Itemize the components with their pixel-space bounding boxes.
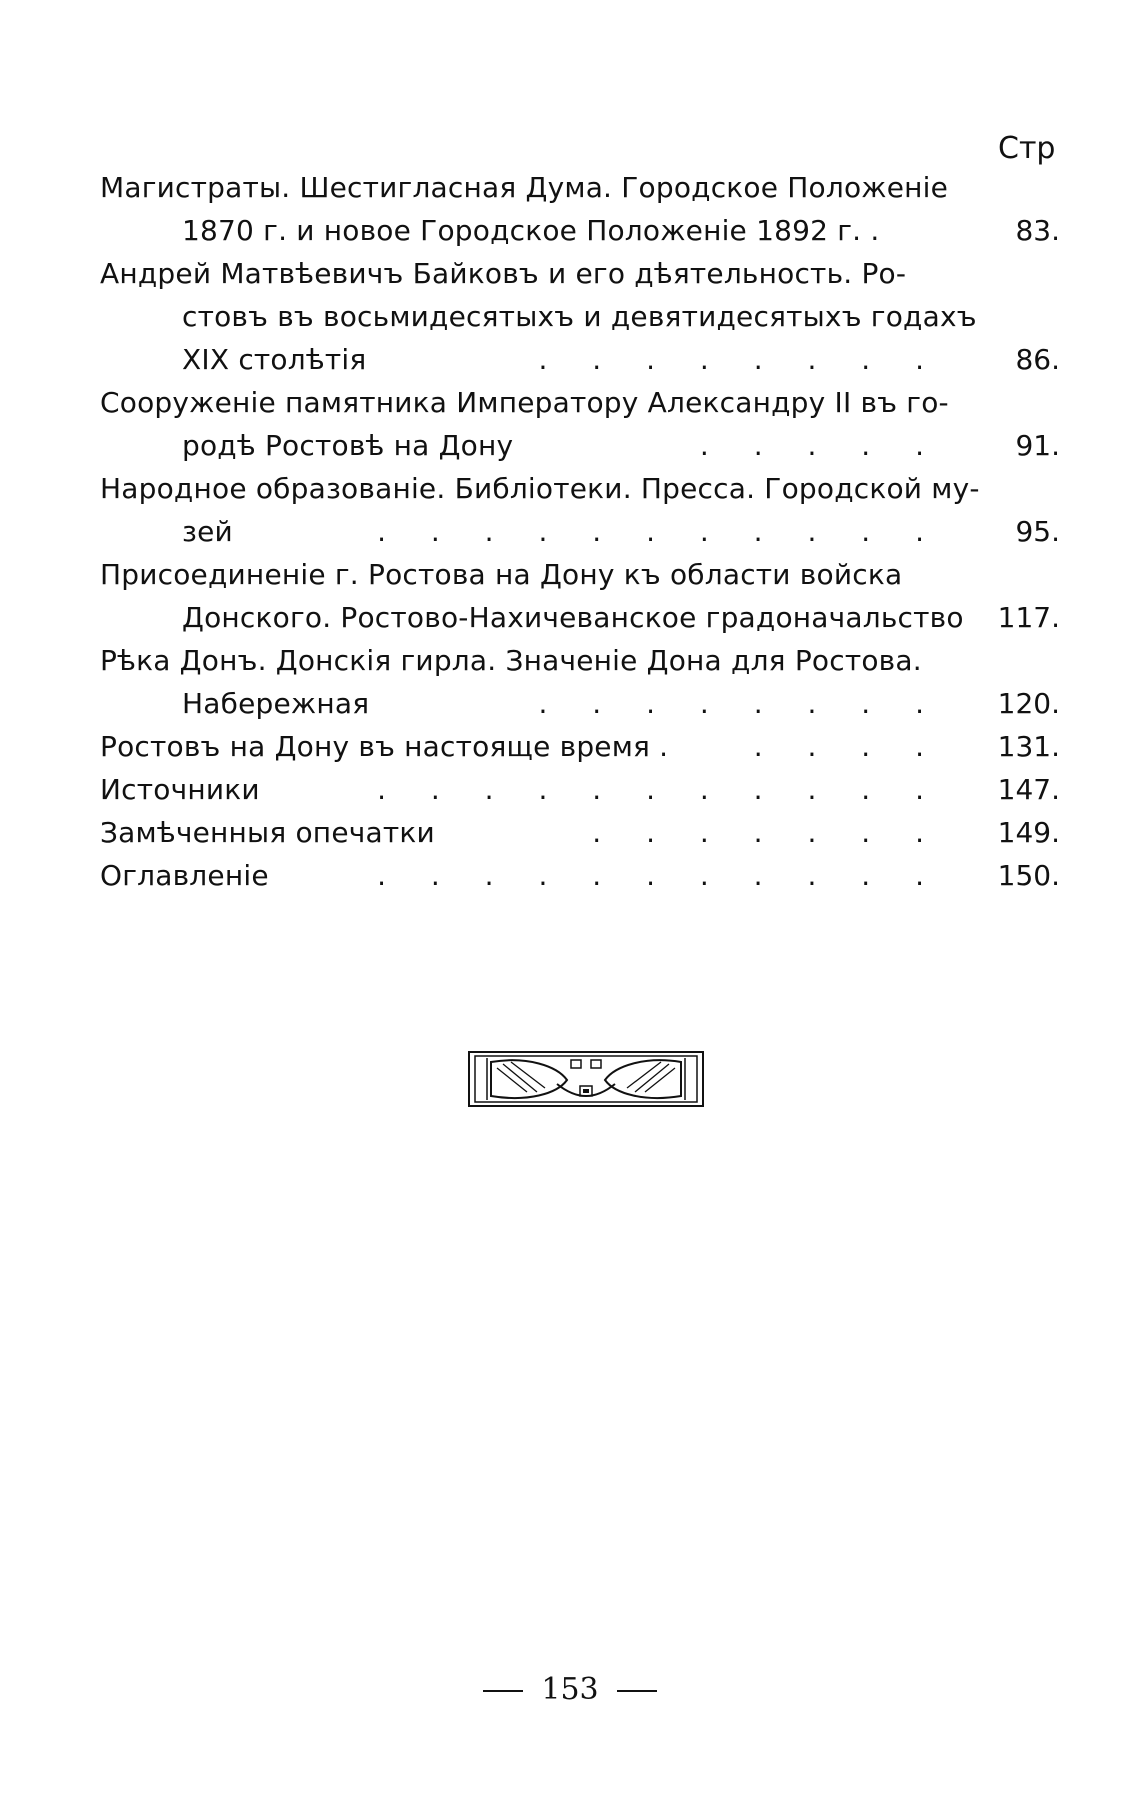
leader-dots: . . . . . . . . . . . (377, 515, 942, 548)
leader-dots: . . . . . . . . . . . (377, 773, 942, 806)
table-of-contents (100, 166, 1060, 897)
page-number: 153 (541, 1672, 599, 1707)
toc-entry-text: Замѣченныя опечатки (100, 816, 435, 849)
toc-entry-text: Рѣка Донъ. Донскiя гирла. Значенiе Дона для Ростова. (100, 644, 922, 677)
toc-entry-line (100, 295, 1060, 338)
toc-entry-text: Донского. Ростово-Нахичеванское градоначальство (182, 601, 964, 634)
toc-entry-text: Сооруженiе памятника Императору Александру II въ го- (100, 386, 949, 419)
toc-entry-line (100, 811, 1060, 854)
toc-page-number: 120. (997, 687, 1060, 720)
toc-page-number: 86. (1015, 343, 1060, 376)
toc-entry-text: XIX столѣтiя (182, 343, 367, 376)
toc-entry-line (100, 338, 1060, 381)
toc-entry-line (100, 381, 1060, 424)
toc-entry-line (100, 209, 1060, 252)
toc-entry-text: Андрей Матвѣевичъ Байковъ и его дѣятельность. Ро- (100, 257, 907, 290)
toc-entry-line (100, 854, 1060, 897)
decorative-ornament-icon (467, 1048, 705, 1110)
leader-dots: . . . . . . . . (538, 687, 942, 720)
toc-entry-text: Ростовъ на Дону въ настояще время . (100, 730, 669, 763)
toc-entry-line (100, 725, 1060, 768)
leader-dots: . . . . . . . (592, 816, 942, 849)
leader-dots: . . . . (753, 730, 942, 763)
toc-page-number: 95. (1015, 515, 1060, 548)
toc-page-number: 131. (997, 730, 1060, 763)
dash-left (483, 1690, 523, 1692)
toc-page-number: 147. (997, 773, 1060, 806)
toc-entry-line (100, 553, 1060, 596)
toc-entry-text: зей (182, 515, 233, 548)
toc-entry-line (100, 424, 1060, 467)
dash-right (617, 1690, 657, 1692)
toc-entry-line (100, 510, 1060, 553)
toc-page-number: 91. (1015, 429, 1060, 462)
toc-entry-text: Оглавленiе (100, 859, 269, 892)
toc-entry-text: Присоединенiе г. Ростова на Дону къ области войска (100, 558, 903, 591)
toc-entry-text: Источники (100, 773, 260, 806)
leader-dots: . . . . . . . . (538, 343, 942, 376)
toc-entry-text: стовъ въ восьмидесятыхъ и девятидесятыхъ годахъ (182, 300, 977, 333)
toc-entry-line (100, 768, 1060, 811)
toc-entry-text: родѣ Ростовѣ на Дону (182, 429, 514, 462)
toc-entry-line (100, 166, 1060, 209)
toc-page-number: 83. (1015, 214, 1060, 247)
page-column-label: Стр (998, 131, 1056, 166)
toc-entry-line (100, 467, 1060, 510)
leader-dots: . . . . . . . . . . . (377, 859, 942, 892)
toc-entry-line (100, 682, 1060, 725)
toc-entry-line (100, 252, 1060, 295)
toc-entry-text: Набережная (182, 687, 370, 720)
toc-entry-line (100, 596, 1060, 639)
toc-page-number: 150. (997, 859, 1060, 892)
leader-dots: . . . . . (699, 429, 942, 462)
toc-entry-text: 1870 г. и новое Городское Положенiе 1892 г. . (182, 214, 880, 247)
toc-entry-text: Магистраты. Шестигласная Дума. Городское Положенiе (100, 171, 949, 204)
toc-page-number: 117. (997, 601, 1060, 634)
toc-entry-text: Народное образованiе. Библiотеки. Пресса. Городской му- (100, 472, 980, 505)
toc-page-number: 149. (997, 816, 1060, 849)
toc-entry-line (100, 639, 1060, 682)
page-number-footer (0, 1672, 1140, 1707)
